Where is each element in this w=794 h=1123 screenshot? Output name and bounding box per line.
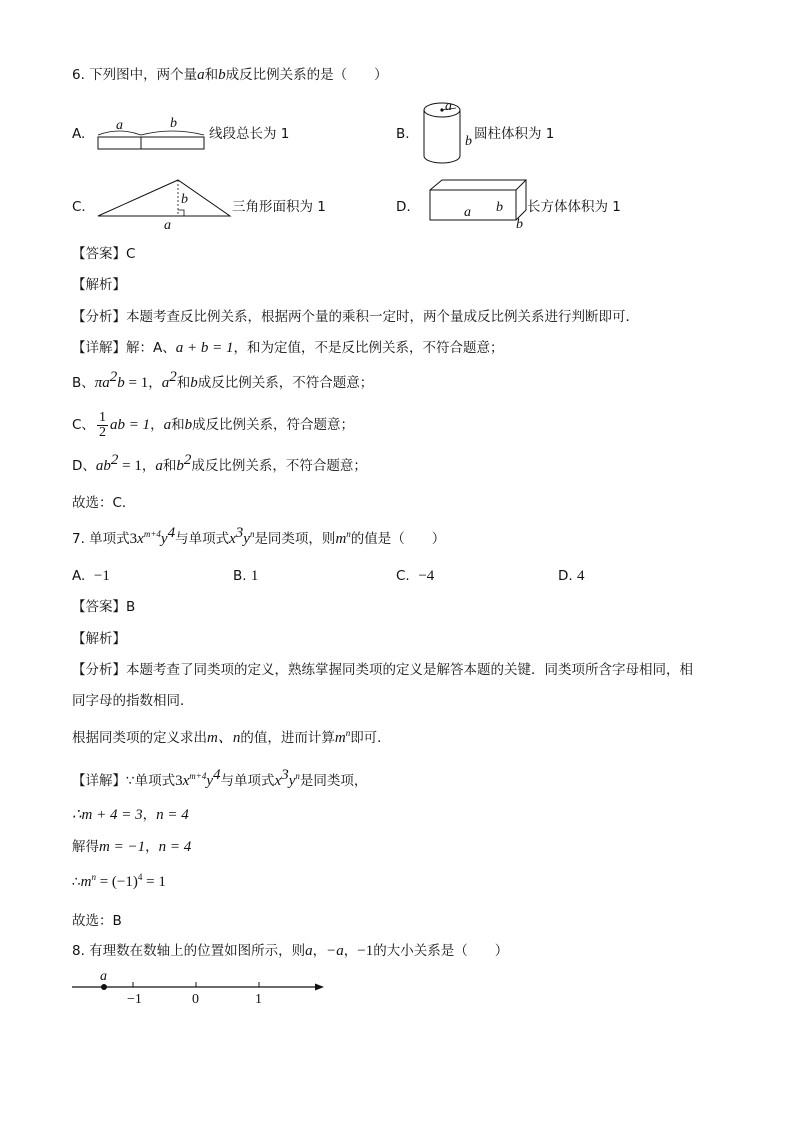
cuboid-label-a: a: [464, 205, 471, 220]
cuboid-diagram: [426, 178, 536, 234]
q6-option-c-caption: 三角形面积为 1: [232, 199, 326, 215]
q6-option-d-letter: D.: [396, 199, 411, 215]
q6-option-b-letter: B.: [396, 126, 410, 142]
q7-analysis-heading: 【解析】: [72, 631, 126, 647]
q8-stem: 8. 有理数在数轴上的位置如图所示，则a，−a，−1的大小关系是（ ）: [72, 943, 509, 959]
q6-fenxi: 【分析】本题考查反比例关系，根据两个量的乘积一定时，两个量成反比例关系进行判断即可．: [72, 309, 639, 325]
q6-option-a-caption: 线段总长为 1: [209, 126, 290, 142]
number-line-label-a: a: [100, 969, 107, 984]
q7-step3: $\therefore m^n = (-1)^4 = 1$: [72, 872, 166, 890]
tick-label-neg1: −1: [127, 992, 142, 1007]
segment-label-a: a: [116, 118, 123, 133]
triangle-diagram: [96, 176, 236, 232]
q6-option-c-letter: C.: [72, 199, 86, 215]
q7-fenxi-line1: 【分析】本题考查了同类项的定义，熟练掌握同类项的定义是解答本题的关键．同类项所含字母相同，相: [72, 662, 693, 678]
q6-detail-a: 【详解】解：A、a + b = 1，和为定值，不是反比例关系，不符合题意；: [72, 340, 504, 356]
q7-answer: 【答案】B: [72, 599, 136, 615]
point-a-marker: [101, 984, 107, 990]
q7-stem: 7. 单项式$3x^{m+4}y^4$与单项式$x^3y^n$是同类项，则$m^n$的值是（ ）: [72, 525, 446, 547]
cylinder-label-a: a: [445, 99, 452, 114]
q7-fenxi-line2: 同字母的指数相同．: [72, 693, 194, 709]
q7-option-b: B. 1: [233, 568, 259, 584]
q6-option-d-caption: 长方体体积为 1: [527, 199, 621, 215]
q7-option-c: C. −4: [396, 568, 435, 584]
cylinder-diagram: [420, 98, 480, 170]
cuboid-label-b-height: b: [496, 200, 503, 215]
q7-step1: ∴m + 4 = 3，n = 4: [72, 807, 189, 823]
segment-diagram: [96, 115, 216, 155]
q7-step2: 解得m = −1，n = 4: [72, 839, 192, 855]
q6-detail-c: C、 $\frac{1}{2}$ ab = 1，a和b成反比例关系，符合题意；: [72, 409, 355, 440]
q6-detail-b: B、$\pi a^2b = 1$，$a^2$和b成反比例关系，不符合题意；: [72, 369, 374, 391]
q7-option-d: D. 4: [558, 568, 585, 584]
cuboid-label-b-depth: b: [516, 217, 523, 232]
cylinder-label-b: b: [465, 134, 472, 149]
q6-detail-d: D、$ab^2 = 1$，a和$b^2$成反比例关系，不符合题意；: [72, 452, 367, 474]
q6-analysis-heading: 【解析】: [72, 277, 126, 293]
tick-label-1: 1: [255, 992, 262, 1007]
fraction-one-half: $\frac{1}{2}$: [98, 409, 106, 440]
q7-conclusion: 故选：B: [72, 913, 122, 929]
q6-conclusion: 故选：C．: [72, 495, 136, 511]
q7-option-a: A. −1: [72, 568, 110, 584]
q7-method: 根据同类项的定义求出m、n的值，进而计算$m^n$即可．: [72, 728, 391, 746]
triangle-label-b: b: [181, 192, 188, 207]
segment-label-b: b: [170, 116, 177, 131]
number-line: [70, 966, 330, 1006]
q6-answer: 【答案】C: [72, 246, 136, 262]
q6-option-b-caption: 圆柱体积为 1: [474, 126, 555, 142]
triangle-label-a: a: [164, 218, 171, 233]
q6-stem: 6. 下列图中，两个量a和b成反比例关系的是（ ）: [72, 67, 388, 83]
q6-option-a-letter: A.: [72, 126, 86, 142]
q7-detail: 【详解】∵单项式$3x^{m+4}y^4$与单项式$x^3y^n$是同类项，: [72, 767, 368, 789]
tick-label-0: 0: [192, 992, 199, 1007]
